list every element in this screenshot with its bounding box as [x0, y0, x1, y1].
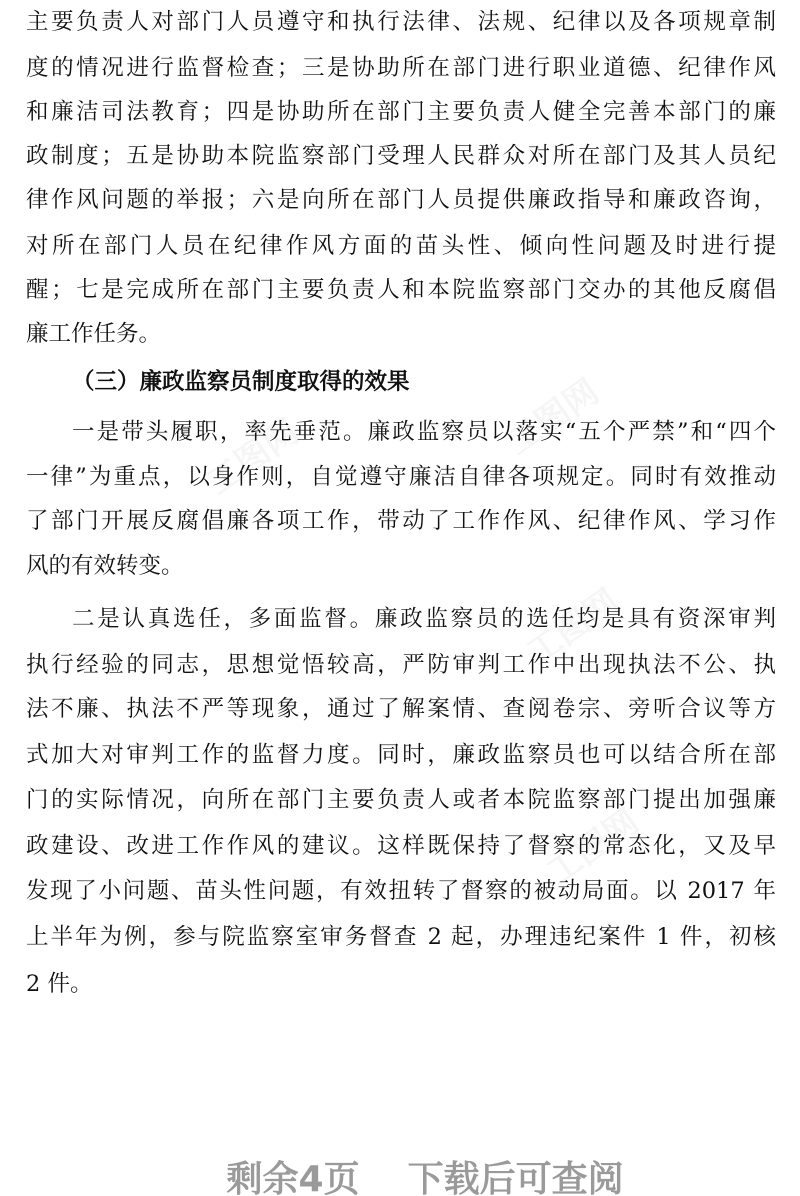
body-line: 和廉洁司法教育；四是协助所在部门主要负责人健全完善本部门的廉 — [26, 99, 776, 125]
watermark-logo: 工图网 — [519, 581, 627, 674]
para2-line: 法不廉、执法不严等现象，通过了解案情、查阅卷宗、旁听合议等方 — [26, 696, 776, 722]
para2-line: 执行经验的同志，思想觉悟较高，严防审判工作中出现执法不公、执 — [26, 652, 776, 678]
body-line: 廉工作任务。 — [26, 321, 162, 347]
para2-line: 门的实际情况，向所在部门主要负责人或者本院监察部门提出加强廉 — [26, 787, 776, 813]
remaining-pages-label: 剩余4页 — [226, 1159, 360, 1196]
para2-line: 上半年为例，参与院监察室审务督查 2 起，办理违纪案件 1 件，初核 — [26, 924, 776, 950]
body-line: 政制度；五是协助本院监察部门受理人民群众对所在部门及其人员纪 — [26, 143, 776, 169]
section-heading: （三）廉政监察员制度取得的效果 — [72, 369, 410, 395]
para2-line: 2 件。 — [26, 971, 93, 997]
watermark-logo: 工图网 — [199, 411, 307, 504]
download-to-view-label[interactable]: 下载后可查阅 — [407, 1159, 624, 1196]
para1-line: 一律”为重点，以身作则，自觉遵守廉洁自律各项规定。同时有效推动 — [26, 464, 776, 490]
body-line: 律作风问题的举报；六是向所在部门人员提供廉政指导和廉政咨询， — [26, 187, 776, 213]
body-line: 度的情况进行监督检查；三是协助所在部门进行职业道德、纪律作风 — [26, 55, 776, 81]
para2-line: 二是认真选任，多面监督。廉政监察员的选任均是具有资深审判 — [72, 606, 776, 632]
body-line: 主要负责人对部门人员遵守和执行法律、法规、纪律以及各项规章制 — [26, 9, 776, 35]
para2-line: 发现了小问题、苗头性问题，有效扭转了督察的被动局面。以 2017 年 — [26, 878, 776, 904]
para2-line: 式加大对审判工作的监督力度。同时，廉政监察员也可以结合所在部 — [26, 742, 776, 768]
watermark-logo: 工图网 — [539, 801, 647, 894]
body-line: 醒；七是完成所在部门主要负责人和本院监察部门交办的其他反腐倡 — [26, 277, 776, 303]
para2-line: 政建设、改进工作作风的建议。这样既保持了督察的常态化，又及早 — [26, 833, 776, 859]
para1-line: 了部门开展反腐倡廉各项工作，带动了工作作风、纪律作风、学习作 — [26, 508, 776, 534]
download-prompt[interactable] — [0, 1090, 800, 1196]
body-line: 对所在部门人员在纪律作风方面的苗头性、倾向性问题及时进行提 — [26, 233, 776, 259]
watermark-logo: 工图网 — [499, 371, 607, 464]
para1-line: 一是带头履职，率先垂范。廉政监察员以落实“五个严禁”和“四个 — [72, 419, 776, 445]
para1-line: 风的有效转变。 — [26, 553, 184, 579]
